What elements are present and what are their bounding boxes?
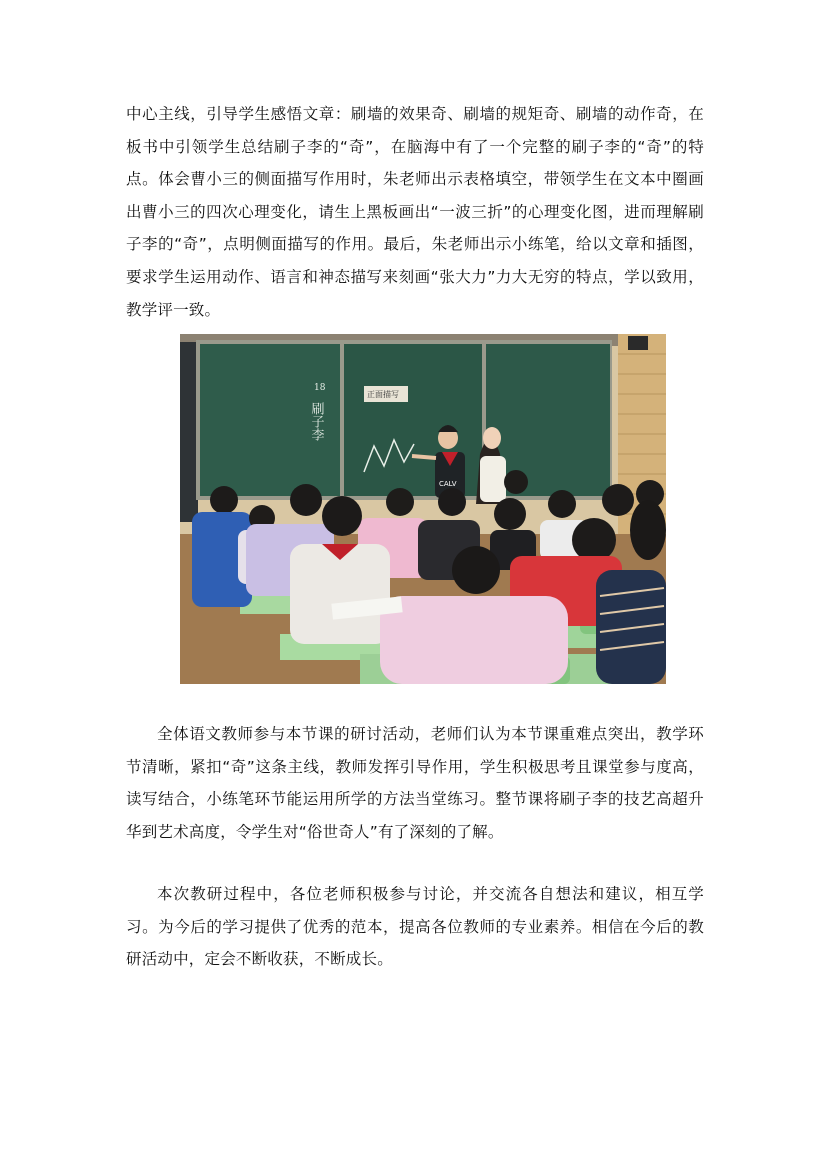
shirt-text: CALV (439, 480, 457, 488)
paragraph-2: 全体语文教师参与本节课的研讨活动，老师们认为本节课重难点突出，教学环节清晰，紧扣“奇”这条主线，教师发挥引导作用，学生积极思考且课堂参与度高，读写结合，小练笔环节能运用所学的方法当堂练习。整节课将刷子李的技艺高超升华到艺术高度，令学生对“俗世奇人”有了深刻的了解。 (126, 725, 704, 841)
paragraph-3: 本次教研过程中，各位老师积极参与讨论，并交流各自想法和建议，相互学习。为今后的学习提供了优秀的范本，提高各位教师的专业素养。相信在今后的教研活动中，定会不断收获，不断成长。 (126, 885, 704, 969)
board-title: 刷子李 (308, 402, 324, 441)
board-label: 正面描写 (367, 390, 399, 399)
board-prefix: 18 (314, 383, 326, 393)
paragraph-1: 中心主线，引导学生感悟文章：刷墙的效果奇、刷墙的规矩奇、刷墙的动作奇，在板书中引领学生总结刷子李的“奇”，在脑海中有了一个完整的刷子李的“奇”的特点。体会曹小三的侧面描写作用时，朱老师出示表格填空，带领学生在文本中圈画出曹小三的四次心理变化，请生上黑板画出“一波三折”的心理变化图，进而理解刷子李的“奇”，点明侧面描写的作用。最后，朱老师出示小练笔，给以文章和插图，要求学生运用动作、语言和神态描写来刻画“张大力”力大无穷的特点，学以致用，教学评一致。 (126, 105, 704, 319)
classroom-photo (180, 334, 666, 684)
